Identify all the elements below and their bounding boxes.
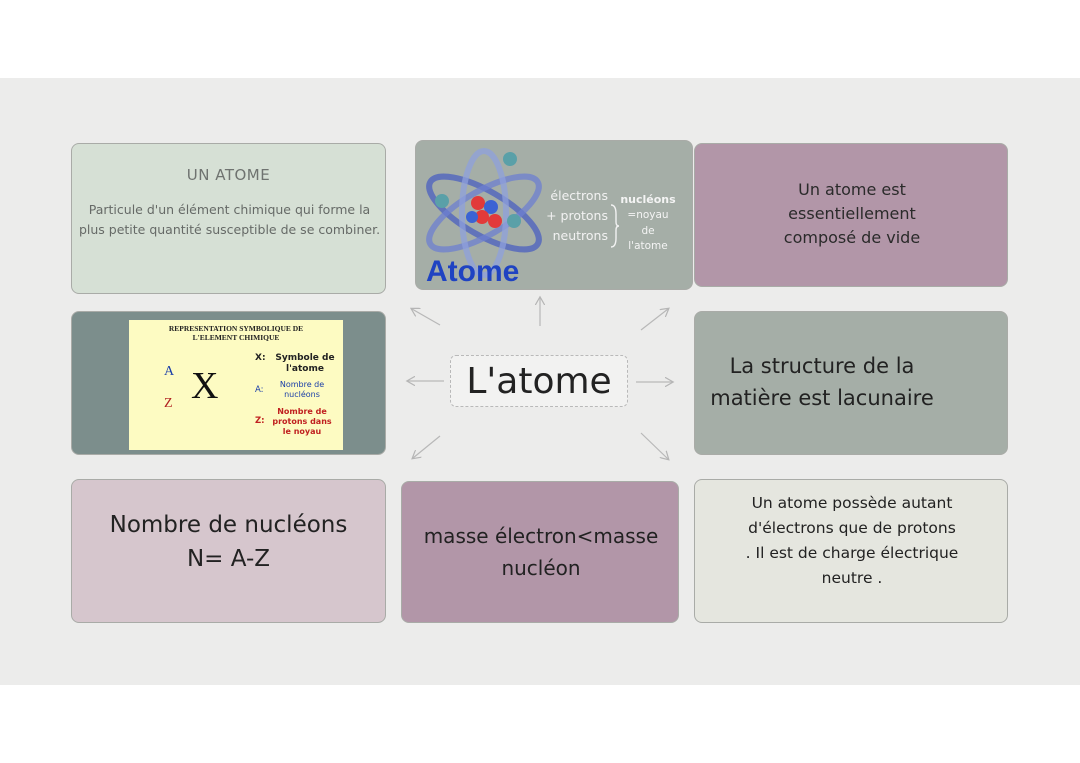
legend-a-key: A: <box>255 385 264 395</box>
card-symbolic <box>71 311 386 455</box>
nucleons-title: nucléons <box>620 193 676 206</box>
neutre-text: Un atome possède autant d'électrons que de protons . Il est de charge électrique neutre . <box>745 494 959 587</box>
card-masse <box>401 481 679 623</box>
card-definition <box>71 143 386 294</box>
legend-x-key: X: <box>255 353 266 363</box>
symbol-a: A <box>164 364 175 379</box>
masse-text: masse électron<masse nucléon <box>423 524 659 580</box>
nucleons-end: l'atome <box>628 240 668 252</box>
atome-word: Atome <box>426 255 520 288</box>
symbol-z: Z <box>164 396 173 411</box>
symbol-panel <box>129 320 343 450</box>
card-structure <box>694 311 1008 455</box>
center-node <box>450 355 628 407</box>
legend-z-desc: Nombre de protons dans le noyau <box>272 407 332 436</box>
legend-a-desc: Nombre de nucléons <box>279 380 325 399</box>
card-neutre <box>694 479 1008 623</box>
legend-x-desc: Symbole de l'atome <box>275 353 335 374</box>
center-title: L'atome <box>466 360 612 402</box>
nucleons-eq: =noyau <box>627 209 669 221</box>
card-atom-image <box>415 140 693 290</box>
neutrons-label: neutrons <box>552 228 608 243</box>
electrons-label: électrons <box>550 188 608 203</box>
card-vide <box>694 143 1008 287</box>
symbol-x: X <box>191 365 219 407</box>
legend-z-key: Z: <box>255 416 265 426</box>
card-nucleons <box>71 479 386 623</box>
definition-title: UN ATOME <box>186 166 271 184</box>
symbolic-heading: REPRESENTATION SYMBOLIQUE DE L'ELEMENT CHIMIQUE <box>168 324 304 342</box>
vide-text: Un atome est essentiellement composé de vide <box>783 180 921 247</box>
definition-text: Particule d'un élément chimique qui forme la plus petite quantité susceptible de se combiner. <box>78 202 381 237</box>
protons-label: + protons <box>546 208 608 223</box>
nucleons-line1: Nombre de nucléons <box>109 512 348 538</box>
structure-text: La structure de la matière est lacunaire <box>710 354 934 410</box>
nucleons-line2: N= A-Z <box>186 546 271 572</box>
nucleons-de: de <box>641 225 655 237</box>
